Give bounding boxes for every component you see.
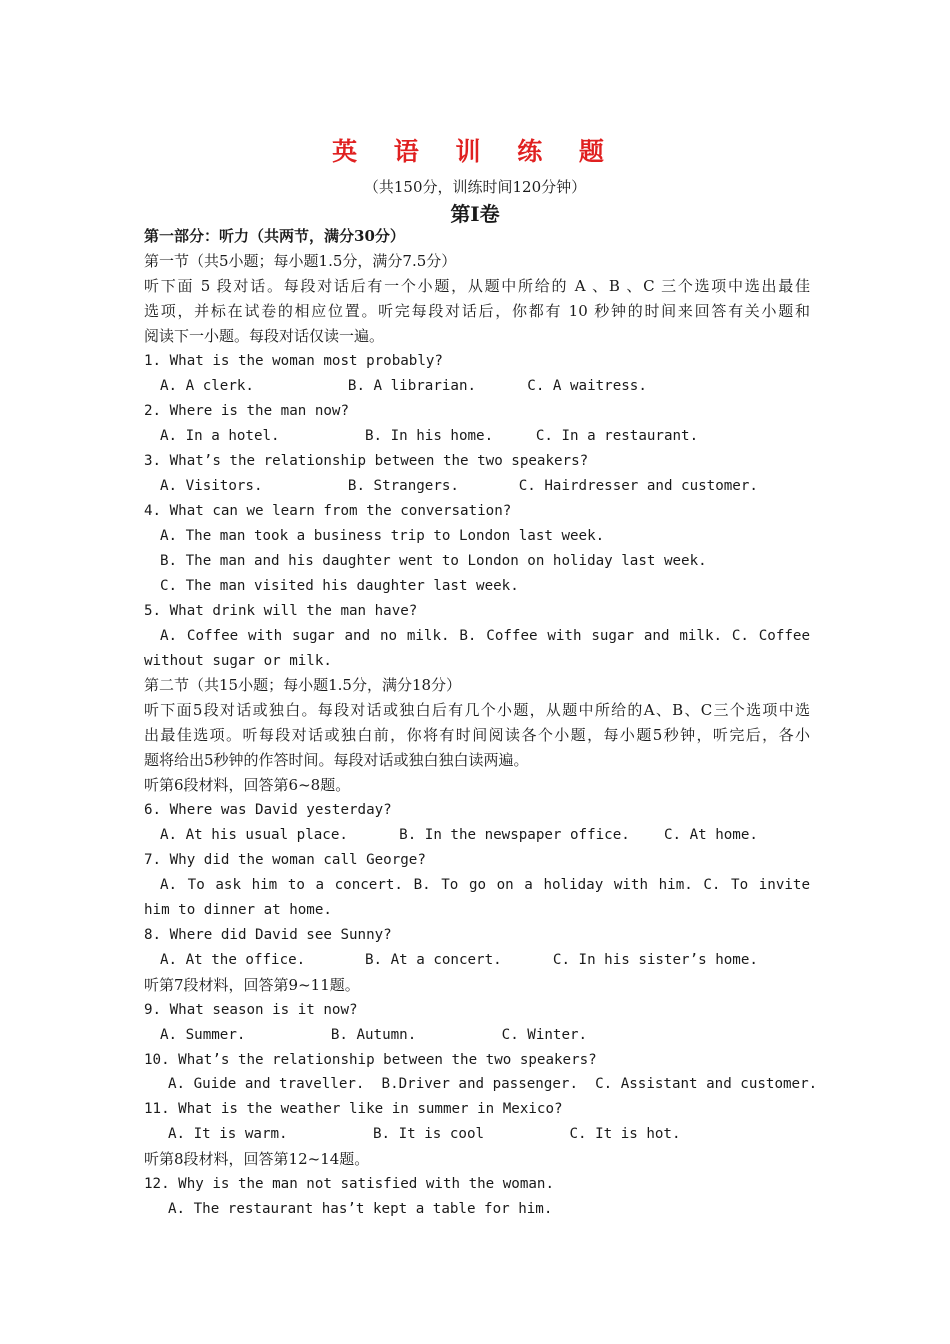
question-text: 4. What can we learn from the conversation? (144, 503, 512, 519)
answer-options: A. It is warm. B. It is cool C. It is hot. (168, 1126, 681, 1142)
answer-option: A. The man took a business trip to London last week. (160, 528, 605, 544)
answer-options-continued: him to dinner at home. (144, 902, 332, 918)
instruction-line: 阅读下一小题。每段对话仅读一遍。 (144, 327, 385, 345)
question-text: 3. What’s the relationship between the two speakers? (144, 453, 589, 469)
instruction-line: 题将给出5秒钟的作答时间。每段对话或独白独白读两遍。 (144, 751, 529, 769)
material-heading: 听第6段材料，回答第6~8题。 (144, 776, 351, 794)
answer-option: B. The man and his daughter went to London on holiday last week. (160, 553, 707, 569)
document-title: 英 语 训 练 题 (332, 137, 618, 166)
answer-options: A. At the office. B. At a concert. C. In his sister’s home. (160, 952, 758, 968)
question-text: 7. Why did the woman call George? (144, 852, 426, 868)
instruction-line: 听下面 5 段对话。每段对话后有一个小题，从题中所给的 A 、B 、C 三个选项中选出最佳 (144, 277, 810, 295)
answer-options: A. To ask him to a concert. B. To go on a holiday with him. C. To invite (160, 877, 810, 893)
answer-options: A. Guide and traveller. B.Driver and passenger. C. Assistant and customer. (168, 1076, 818, 1092)
answer-option: C. The man visited his daughter last week. (160, 578, 519, 594)
question-text: 5. What drink will the man have? (144, 603, 418, 619)
question-text: 6. Where was David yesterday? (144, 802, 392, 818)
question-text: 11. What is the weather like in summer in Mexico? (144, 1101, 563, 1117)
question-text: 12. Why is the man not satisfied with the woman. (144, 1176, 554, 1192)
answer-options: A. A clerk. B. A librarian. C. A waitress. (160, 378, 647, 394)
answer-options: A. In a hotel. B. In his home. C. In a restaurant. (160, 428, 699, 444)
instruction-line: 出最佳选项。听每段对话或独白前，你将有时间阅读各个小题，每小题5秒钟，听完后，各小 (144, 726, 810, 744)
question-text: 2. Where is the man now? (144, 403, 349, 419)
answer-options: A. Visitors. B. Strangers. C. Hairdresser and customer. (160, 478, 758, 494)
volume-heading: 第Ⅰ卷 (450, 202, 500, 226)
part-heading: 第一部分：听力（共两节，满分30分） (144, 227, 405, 245)
question-text: 1. What is the woman most probably? (144, 353, 443, 369)
question-text: 10. What’s the relationship between the two speakers? (144, 1052, 597, 1068)
question-text: 9. What season is it now? (144, 1002, 358, 1018)
answer-options: A. At his usual place. B. In the newspaper office. C. At home. (160, 827, 758, 843)
answer-option: A. The restaurant has’t kept a table for him. (168, 1201, 553, 1217)
question-text: 8. Where did David see Sunny? (144, 927, 392, 943)
answer-options-continued: without sugar or milk. (144, 653, 332, 669)
answer-options: A. Summer. B. Autumn. C. Winter. (160, 1027, 588, 1043)
instruction-line: 听下面5段对话或独白。每段对话或独白后有几个小题，从题中所给的A、B、C三个选项中选 (144, 701, 810, 719)
material-heading: 听第8段材料，回答第12~14题。 (144, 1150, 370, 1168)
answer-options: A. Coffee with sugar and no milk. B. Coffee with sugar and milk. C. Coffee (160, 628, 810, 644)
instruction-line: 选项，并标在试卷的相应位置。听完每段对话后，你都有 10 秒钟的时间来回答有关小题和 (144, 302, 810, 320)
material-heading: 听第7段材料，回答第9~11题。 (144, 976, 360, 994)
section-heading: 第一节（共5小题；每小题1.5分，满分7.5分） (144, 252, 457, 270)
section-heading: 第二节（共15小题；每小题1.5分，满分18分） (144, 676, 462, 694)
document-subtitle: （共150分，训练时间120分钟） (363, 178, 587, 196)
